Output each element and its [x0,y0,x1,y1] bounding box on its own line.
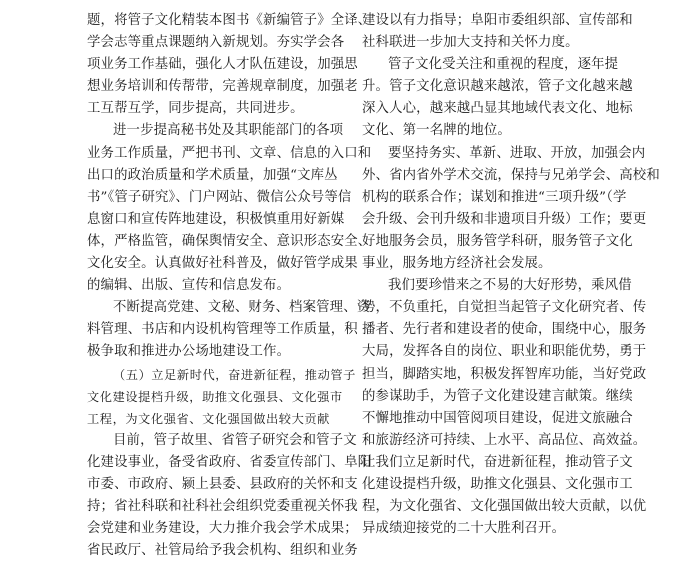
left-column-line-20: 目前，管子故里、省管子研究会和管子文 [113,432,357,448]
left-column-line-12: 文化安全。认真做好社科普及，做好管学成果 [87,256,358,272]
left-column-line-11: 体，严格监管，确保舆情安全、意识形态安全、 [87,233,372,249]
right-column-line-6: 文化、第一名牌的地位。 [362,123,511,139]
left-column-line-9: 书”《管子研究》、门户网站、微信公众号等信 [87,189,352,205]
right-column-line-2: 社科联进一步加大支持和关怀力度。 [362,35,579,51]
right-column-line-8: 外、省内省外学术交流，保持与兄弟学会、高校和 [362,167,660,183]
left-column-line-18: 文化建设提档升级，助推文化强县、文化强市 [87,389,343,404]
right-column [362,10,660,540]
right-column-line-17: 担当，脚踏实地，积极发挥智库功能，当好党政 [362,366,647,382]
right-column-line-21: 让我们立足新时代，奋进新征程，推动管子文 [362,454,633,470]
left-column-line-3: 项业务工作基础，强化人才队伍建设，加强思 [87,57,358,73]
right-column-line-7: 要坚持务实、革新、进取、开放，加强会内 [388,145,646,161]
left-column-line-13: 的编辑、出版、宣传和信息发布。 [87,278,291,294]
right-column-line-11: 好地服务会员，服务管学科研，服务管子文化 [362,233,633,249]
right-column-line-4: 升。管子文化意识越来越浓，管子文化越来越 [362,79,633,95]
right-column-line-20: 和旅游经济可持续、上水平、高品位、高效益。 [362,432,647,448]
left-column-line-23: 持；省社科联和社科社会组织党委重视关怀我 [87,499,358,515]
left-column-line-5: 工互帮互学，同步提高，共同进步。 [87,101,304,117]
left-column-line-14: 不断提高党建、文秘、财务、档案管理、资 [113,300,371,316]
left-column-line-25: 省民政厅、社管局给予我会机构、组织和业务 [87,543,358,559]
left-column-line-2: 学会志等重点课题纳入新规划。夯实学会各 [87,35,345,51]
left-column-line-24: 会党建和业务建设，大力推介我会学术成果； [87,521,358,537]
right-column-line-19: 不懈地推动中国管阅项目建设，促进文旅融合 [362,410,633,426]
right-column-line-18: 的参谋助手，为管子文化建设建言献策。继续 [362,388,633,404]
left-column [87,10,372,562]
right-column-line-23: 程，为文化强省、文化强国做出较大贡献，以优 [362,499,647,515]
left-column-line-6: 进一步提高秘书处及其职能部门的各项 [113,123,344,139]
right-column-line-5: 深入人心，越来越凸显其地域代表文化、地标 [362,101,633,117]
left-column-line-4: 想业务培训和传帮带，完善规章制度，加强老 [87,79,358,95]
right-column-line-12: 事业，服务地方经济社会发展。 [362,256,552,272]
left-column-line-7: 业务工作质量，严把书刊、文章、信息的入口和 [87,145,372,161]
left-column-line-22: 市委、市政府、颍上县委、县政府的关怀和支 [87,476,358,492]
left-column-line-19: 工程，为文化强省、文化强国做出较大贡献 [87,411,330,426]
right-column-line-14: 势，不负重托，自觉担当起管子文化研究者、传 [362,300,647,316]
left-column-line-16: 极争取和推进办公场地建设工作。 [87,344,291,360]
right-column-line-22: 化建设提档升级，助推文化强县、文化强市工 [362,476,633,492]
right-column-line-9: 机构的联系合作；谋划和推进“三项升级”（学 [362,189,627,205]
right-column-line-3: 管子文化受关注和重视的程度，逐年提 [388,57,619,73]
right-column-line-24: 异成绩迎接党的二十大胜利召开。 [362,521,566,537]
right-column-line-10: 会升级、会刊升级和非遗项目升级）工作；要更 [362,211,647,227]
right-column-line-15: 播者、先行者和建设者的使命，围绕中心，服务 [362,322,647,338]
left-column-line-10: 息窗口和宣传阵地建设，积极慎重用好新媒 [87,211,345,227]
left-column-line-21: 化建设事业，备受省政府、省委宣传部门、阜阳 [87,454,372,470]
right-column-line-13: 我们要珍惜来之不易的大好形势，乘风借 [388,278,632,294]
right-column-line-1: 建设以有力指导；阜阳市委组织部、宣传部和 [362,13,633,28]
left-column-line-8: 出口的政治质量和学术质量，加强“文库丛 [87,167,338,183]
right-column-line-16: 大局，发挥各自的岗位、职业和职能优势，勇于 [362,344,647,360]
left-column-line-15: 料管理、书店和内设机构管理等工作质量，积 [87,322,358,338]
left-column-line-17: （五）立足新时代，奋进新征程，推动管子 [113,367,356,382]
left-column-line-1: 题，将管子文化精装本图书《新编管子》全译、 [87,13,372,28]
